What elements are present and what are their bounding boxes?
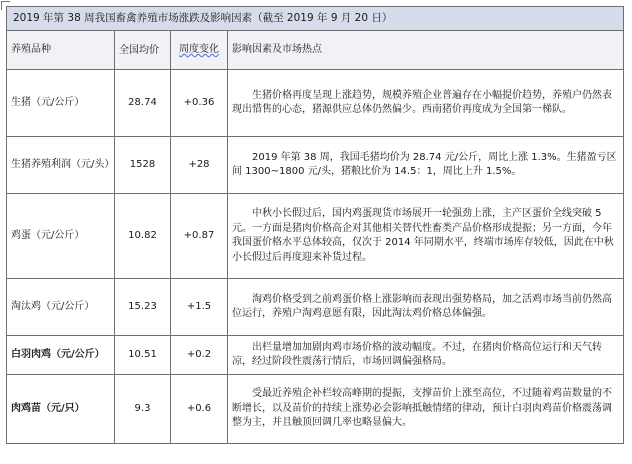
row-change: +1.5 (171, 279, 228, 336)
row-price: 28.74 (115, 70, 171, 137)
row-factors: 受最近养殖企补栏较高峰期的提振，支撑苗价上涨至高位，不过随着鸡苗数量的不断增长，以及苗价的持续上涨势必会影响抵触情绪的律动，预计白羽肉鸡苗价格震荡调整为主，并且触顶回调几率也略显偏大。 (228, 375, 624, 444)
row-factors: 淘鸡价格受到之前鸡蛋价格上涨影响而表现出强势格局，加之活鸡市场当前仍然高位运行，养殖户淘鸡意愿有限，因此淘汰鸡价格总体偏强。 (228, 279, 624, 336)
header-factors: 影响因素及市场热点 (228, 31, 624, 70)
table-row (7, 279, 624, 336)
table-row (7, 194, 624, 279)
row-price: 1528 (115, 137, 171, 194)
header-price (115, 31, 171, 70)
row-factors: 2019 年第 38 周，我国毛猪均价为 28.74 元/公斤，周比上涨 1.3%。生猪盈亏区间 1300~1800 元/头，猪粮比价为 14.5：1，周比上升 1.5%。 (228, 137, 624, 194)
title-row (7, 7, 624, 31)
row-change: +0.87 (171, 194, 228, 279)
header-row (7, 31, 624, 70)
document-table-container (6, 6, 624, 444)
table-row (7, 336, 624, 375)
row-price: 10.82 (115, 194, 171, 279)
header-price-label: 全国均价 (119, 44, 159, 56)
row-factors: 生猪价格再度呈现上涨趋势，规模养殖企业普遍存在小幅提价趋势，养殖户仍然表现出惜售的心态，猪源供应总体仍然偏少。西南猪价再度成为全国第一梯队。 (228, 70, 624, 137)
row-price: 10.51 (115, 336, 171, 375)
table-row (7, 375, 624, 444)
row-name: 鸡蛋（元/公斤） (7, 194, 115, 279)
row-change: +0.6 (171, 375, 228, 444)
row-change: +0.2 (171, 336, 228, 375)
row-factors: 中秋小长假过后，国内鸡蛋现货市场展开一轮强劲上涨，主产区蛋价全线突破 5 元。一方面是猪肉价格高企对其他相关替代性畜类产品价格形成提振；另一方面，今年我国蛋价格水平总体较高，仅次于 2014 年同期水平，终端市场库存较低，因此在中秋小长假过后再度迎来补货过程。 (228, 194, 624, 279)
row-name: 白羽肉鸡（元/公斤） (7, 336, 115, 375)
row-change: +28 (171, 137, 228, 194)
header-change-label: 周度变化 (179, 43, 219, 55)
header-change (171, 31, 228, 70)
row-name: 生猪（元/公斤） (7, 70, 115, 137)
row-name: 淘汰鸡（元/公斤） (7, 279, 115, 336)
table-row (7, 70, 624, 137)
row-price: 9.3 (115, 375, 171, 444)
row-price: 15.23 (115, 279, 171, 336)
row-change: +0.36 (171, 70, 228, 137)
row-factors: 出栏量增加加剧肉鸡市场价格的波动幅度。不过，在猪肉价格高位运行和天气转凉，经过阶段性震荡行情后，市场回调偏强格局。 (228, 336, 624, 375)
row-name: 生猪养殖利润（元/头） (7, 137, 115, 194)
table-title: 2019 年第 38 周我国畜禽养殖市场涨跌及影响因素（截至 2019 年 9 月 20 日） (7, 7, 624, 31)
header-name: 养殖品种 (7, 31, 115, 70)
row-name: 肉鸡苗（元/只） (7, 375, 115, 444)
livestock-market-table (6, 6, 624, 444)
table-row (7, 137, 624, 194)
